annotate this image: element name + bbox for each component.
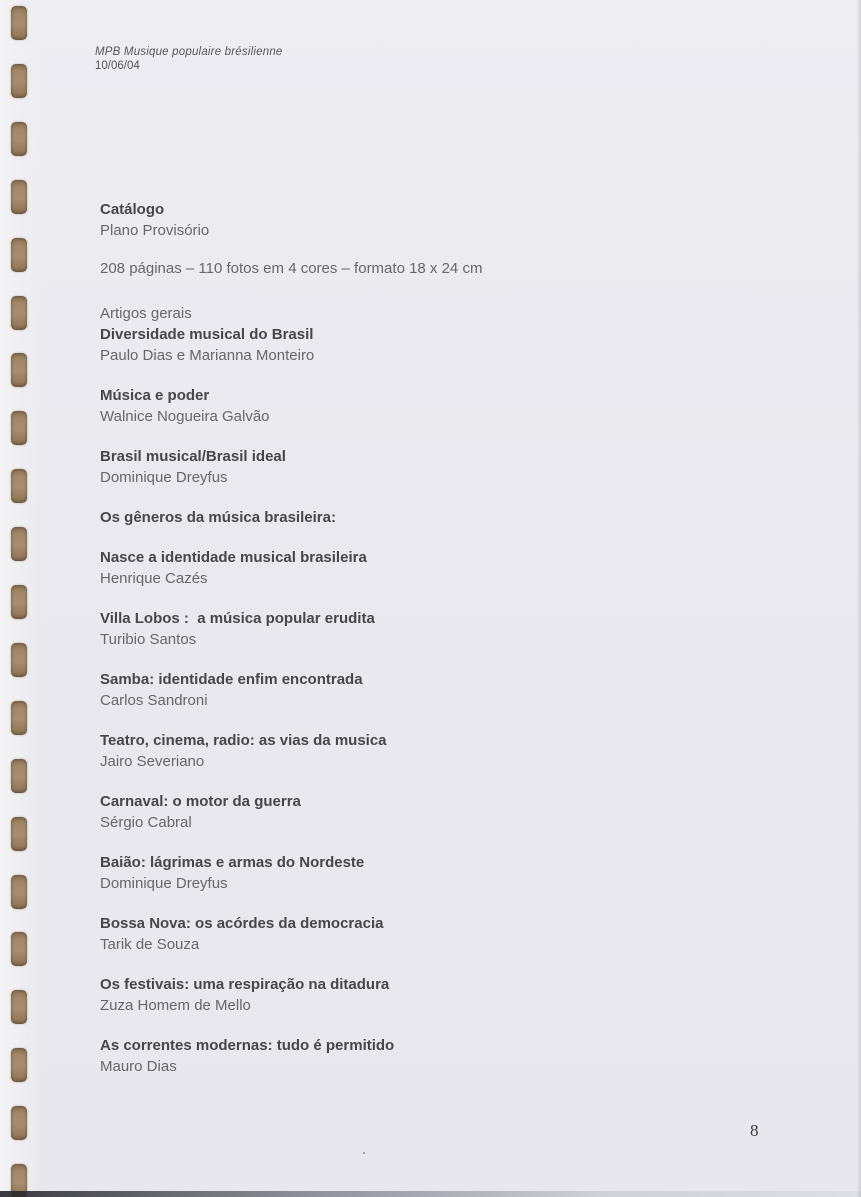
binding-hole xyxy=(11,353,27,387)
section-title: As correntes modernas: tudo é permitido xyxy=(100,1037,395,1054)
binding-hole xyxy=(11,701,27,735)
catalog-entry xyxy=(100,608,740,650)
catalog-entry xyxy=(100,385,740,427)
binding-hole xyxy=(11,527,27,561)
page-number: 8 xyxy=(750,1121,759,1140)
catalog-content xyxy=(100,199,740,1096)
catalog-entry xyxy=(100,1035,740,1077)
section-author: Mauro Dias xyxy=(100,1058,177,1075)
section-title: Música e poder xyxy=(100,387,210,404)
binding-hole xyxy=(11,122,27,156)
section-title: Carnaval: o motor da guerra xyxy=(100,793,301,810)
section-kicker: Artigos gerais xyxy=(100,305,192,322)
catalog-entry xyxy=(100,669,740,711)
section-author: Dominique Dreyfus xyxy=(100,469,228,486)
binding-hole xyxy=(11,1048,27,1082)
catalog-entry xyxy=(100,852,740,894)
section-author: Turibio Santos xyxy=(100,631,197,648)
section-author: Sérgio Cabral xyxy=(100,814,192,831)
binding-hole xyxy=(11,296,27,330)
section-title: Bossa Nova: os acórdes da democracia xyxy=(100,915,384,932)
format-line: 208 páginas – 110 fotos em 4 cores – formato 18 x 24 cm xyxy=(100,260,483,277)
binding-hole xyxy=(11,64,27,98)
bottom-scan-edge xyxy=(0,1191,861,1197)
sections xyxy=(100,303,740,1077)
binding-hole xyxy=(11,180,27,214)
right-scan-edge xyxy=(857,0,861,1197)
catalog-entry xyxy=(100,547,740,589)
catalog-entry xyxy=(100,913,740,955)
binding-hole xyxy=(11,6,27,40)
binding-hole xyxy=(11,759,27,793)
section-author: Paulo Dias e Marianna Monteiro xyxy=(100,347,315,364)
binding-hole xyxy=(11,990,27,1024)
binding-hole xyxy=(11,875,27,909)
section-author: Henrique Cazés xyxy=(100,570,208,587)
binding-hole xyxy=(11,585,27,619)
page-header xyxy=(95,45,283,73)
catalog-entry xyxy=(100,303,740,366)
section-title: Diversidade musical do Brasil xyxy=(100,326,314,343)
catalog-entry xyxy=(100,446,740,488)
catalog-entry xyxy=(100,730,740,772)
section-title: Nasce a identidade musical brasileira xyxy=(100,549,367,566)
section-author: Zuza Homem de Mello xyxy=(100,997,251,1014)
section-author: Jairo Severiano xyxy=(100,753,205,770)
catalog-entry xyxy=(100,507,740,528)
catalog-title: Catálogo xyxy=(100,201,165,218)
publication-title: MPB Musique populaire brésilienne xyxy=(95,46,283,58)
section-title: Brasil musical/Brasil ideal xyxy=(100,448,286,465)
binding-hole xyxy=(11,932,27,966)
section-title: Os festivais: uma respiração na ditadura xyxy=(100,976,390,993)
section-title: Os gêneros da música brasileira: xyxy=(100,509,336,526)
section-title: Baião: lágrimas e armas do Nordeste xyxy=(100,854,365,871)
catalog-subtitle: Plano Provisório xyxy=(100,222,210,239)
binding-hole xyxy=(11,643,27,677)
section-author: Dominique Dreyfus xyxy=(100,875,228,892)
catalog-entry xyxy=(100,974,740,1016)
binding-hole xyxy=(11,238,27,272)
scan-speck xyxy=(363,1152,365,1154)
binding-hole xyxy=(11,469,27,503)
binding-hole xyxy=(11,1106,27,1140)
section-title: Villa Lobos : a música popular erudita xyxy=(100,610,375,627)
binding-hole xyxy=(11,817,27,851)
catalog-entry xyxy=(100,791,740,833)
binding-holes xyxy=(0,0,42,1197)
section-author: Tarik de Souza xyxy=(100,936,200,953)
section-title: Teatro, cinema, radio: as vias da musica xyxy=(100,732,387,749)
header-date: 10/06/04 xyxy=(95,60,140,72)
section-title: Samba: identidade enfim encontrada xyxy=(100,671,363,688)
section-author: Walnice Nogueira Galvão xyxy=(100,408,270,425)
section-author: Carlos Sandroni xyxy=(100,692,208,709)
binding-hole xyxy=(11,411,27,445)
